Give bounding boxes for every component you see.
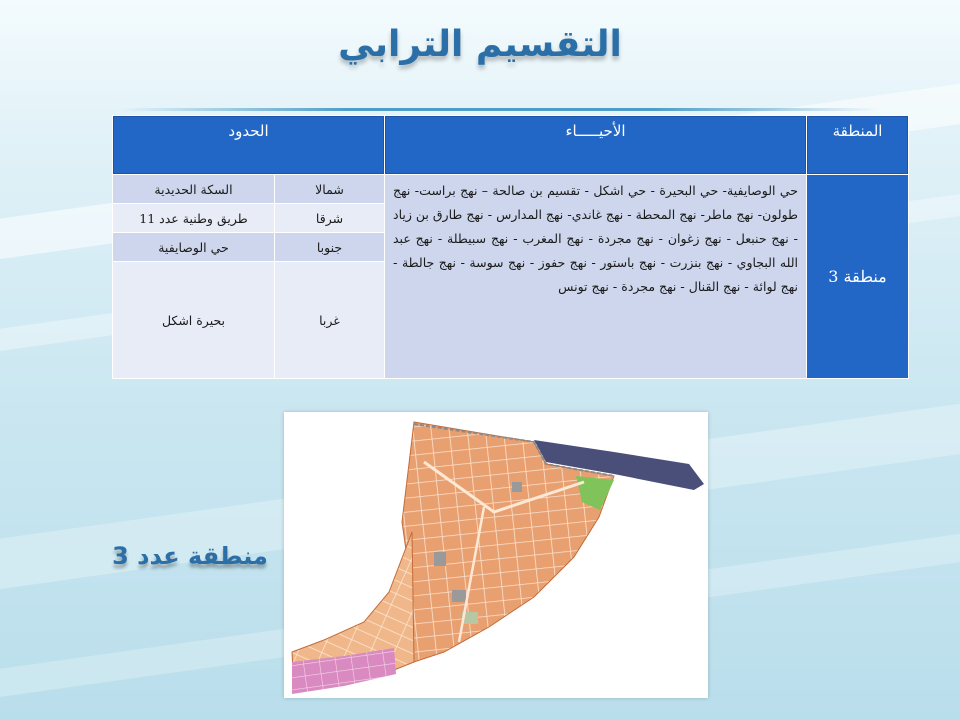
border-direction-east: شرقا xyxy=(275,204,385,233)
border-value-west: بحيرة اشكل xyxy=(113,262,275,379)
zone-map xyxy=(284,412,708,698)
title-underline xyxy=(120,108,880,111)
border-direction-north: شمالا xyxy=(275,175,385,204)
header-borders: الحدود xyxy=(113,116,385,175)
zone-caption: منطقة عدد 3 xyxy=(112,542,268,570)
facility-block xyxy=(434,552,446,566)
neighborhoods-list: حي الوصايفية- حي البحيرة - حي اشكل - تقسيم بن صالحة – نهج براست- نهج طولون- نهج ماطر- نهج المحطة - نهج غاندي- نهج المدارس - نهج طارق بن زياد - نهج حنبعل - نهج زغوان - نهج مجردة - نهج المغرب - نهج سبيطلة - نهج عبد الله البجاوي - نهج بنزرت - نهج باستور - نهج حفوز - نهج سوسة - نهج جالطة - نهج لوائة - نهج القنال - نهج مجردة - نهج تونس xyxy=(385,175,807,379)
zone-name: منطقة 3 xyxy=(807,175,909,379)
border-value-south: حي الوصايفية xyxy=(113,233,275,262)
facility-block xyxy=(452,590,466,602)
zone-table xyxy=(112,115,909,379)
slide-title: التقسيم الترابي xyxy=(338,24,622,65)
header-neighborhoods: الأحيـــــاء xyxy=(385,116,807,175)
border-value-north: السكة الحديدية xyxy=(113,175,275,204)
header-zone: المنطقة xyxy=(807,116,909,175)
border-direction-west: غربا xyxy=(275,262,385,379)
border-value-east: طريق وطنية عدد 11 xyxy=(113,204,275,233)
zone-map-graphic xyxy=(284,412,708,698)
border-direction-south: جنوبا xyxy=(275,233,385,262)
facility-block xyxy=(512,482,522,492)
